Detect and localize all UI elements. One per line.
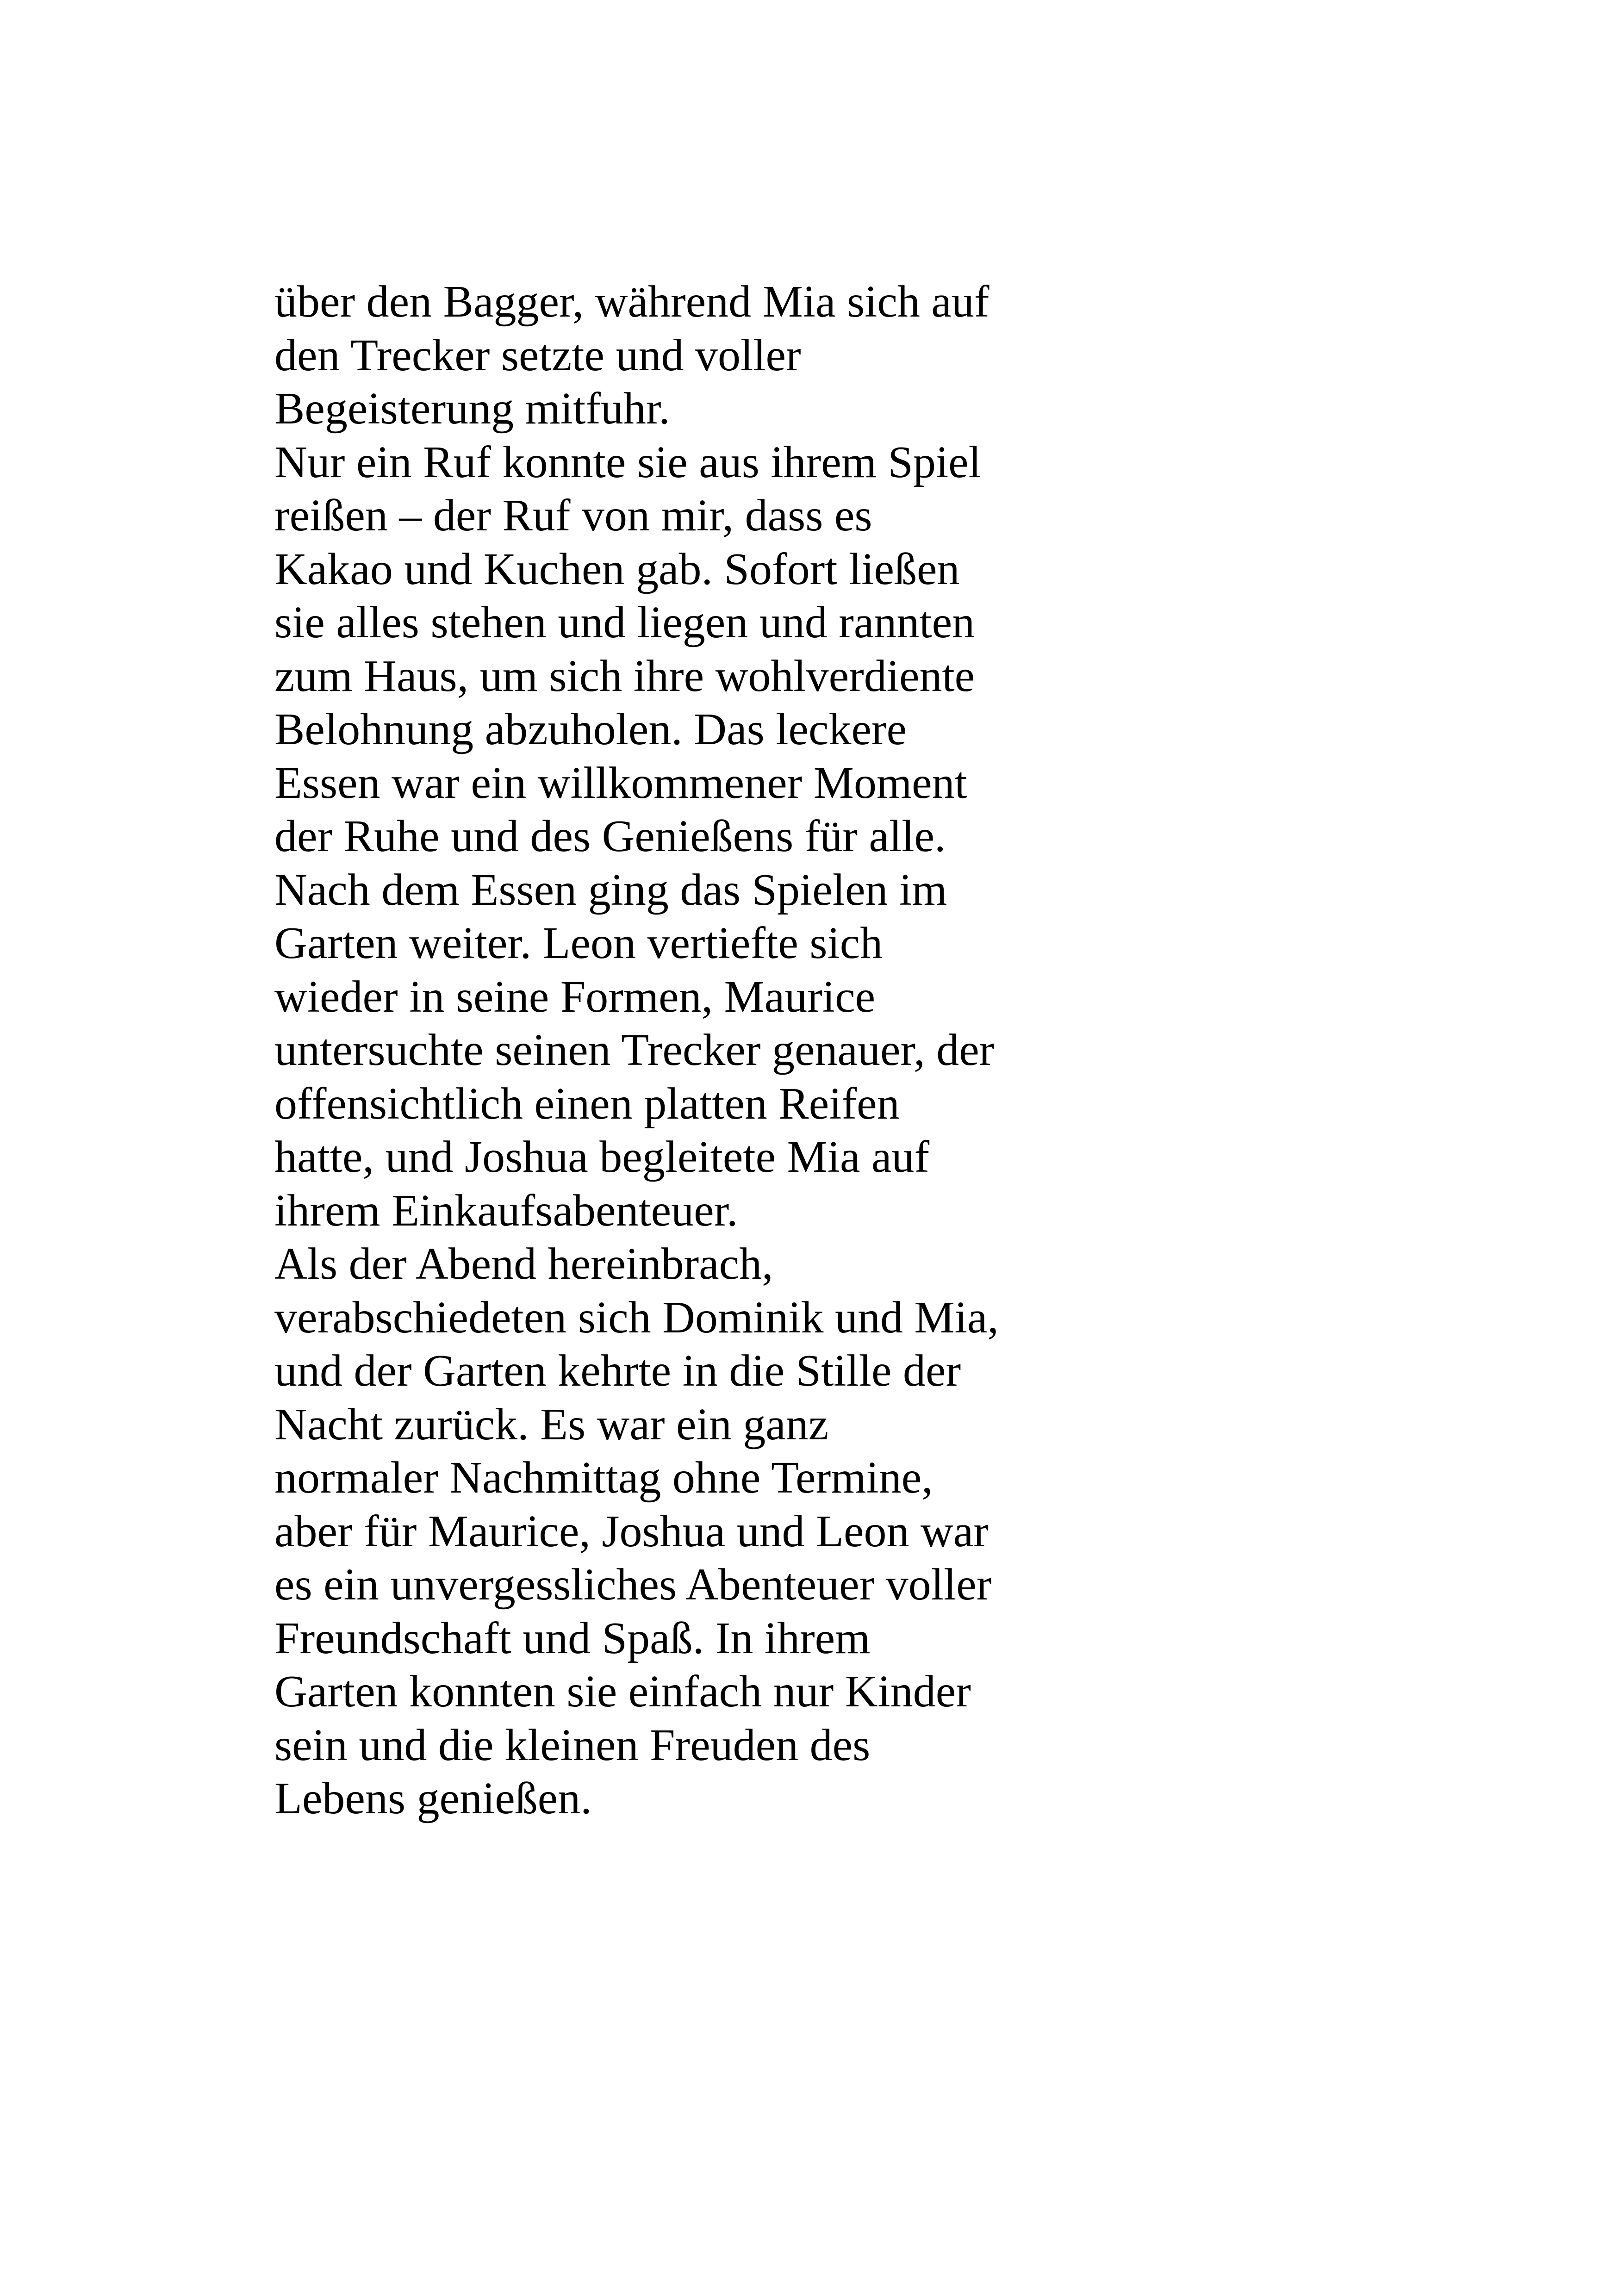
text-line: Belohnung abzuholen. Das leckere [274, 704, 907, 754]
text-line: wieder in seine Formen, Maurice [274, 971, 876, 1022]
text-line: zum Haus, um sich ihre wohlverdiente [274, 651, 975, 701]
text-line: Lebens genießen. [274, 1773, 592, 1823]
text-line: Als der Abend hereinbrach, [274, 1239, 773, 1289]
text-line: offensichtlich einen platten Reifen [274, 1078, 900, 1129]
text-line: es ein unvergessliches Abenteuer voller [274, 1560, 992, 1610]
text-line: Essen war ein willkommener Moment [274, 758, 967, 808]
text-line: normaler Nachmittag ohne Termine, [274, 1453, 933, 1503]
text-line: über den Bagger, während Mia sich auf [274, 277, 989, 327]
text-line: den Trecker setzte und voller [274, 330, 801, 380]
text-line: Freundschaft und Spaß. In ihrem [274, 1613, 871, 1663]
text-line: der Ruhe und des Genießens für alle. [274, 811, 946, 861]
text-line: Nur ein Ruf konnte sie aus ihrem Spiel [274, 437, 981, 487]
text-line: hatte, und Joshua begleitete Mia auf [274, 1132, 930, 1182]
text-line: Nach dem Essen ging das Spielen im [274, 865, 947, 915]
text-line: reißen – der Ruf von mir, dass es [274, 491, 872, 541]
text-line: Nacht zurück. Es war ein ganz [274, 1399, 829, 1450]
text-line: Garten weiter. Leon vertiefte sich [274, 918, 883, 968]
text-line: sie alles stehen und liegen und rannten [274, 597, 975, 647]
text-line: Garten konnten sie einfach nur Kinder [274, 1667, 971, 1717]
text-line: sein und die kleinen Freuden des [274, 1720, 871, 1770]
text-line: Kakao und Kuchen gab. Sofort ließen [274, 544, 960, 594]
text-line: und der Garten kehrte in die Stille der [274, 1346, 961, 1396]
text-line: aber für Maurice, Joshua und Leon war [274, 1506, 989, 1556]
text-line: Begeisterung mitfuhr. [274, 384, 670, 434]
text-line: untersuchte seinen Trecker genauer, der [274, 1025, 995, 1075]
text-line: verabschiedeten sich Dominik und Mia, [274, 1292, 999, 1343]
text-line: ihrem Einkaufsabenteuer. [274, 1185, 738, 1236]
body-text [274, 275, 1084, 1826]
